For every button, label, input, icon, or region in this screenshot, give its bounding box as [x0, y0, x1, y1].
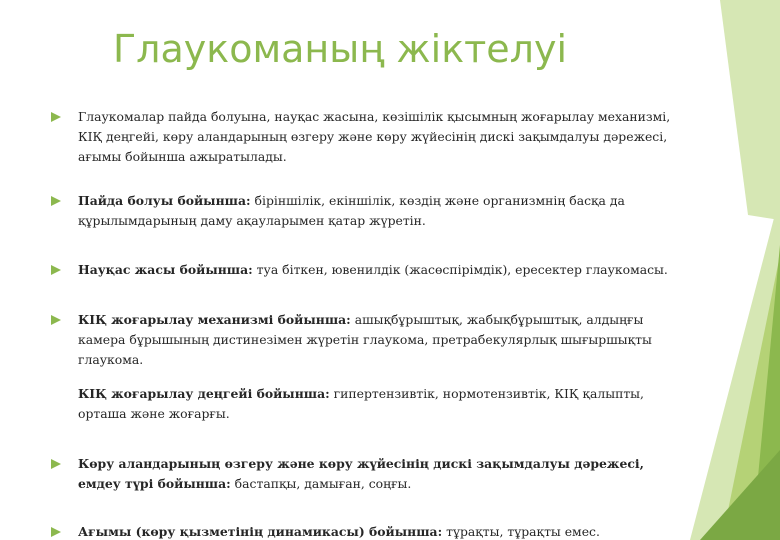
- triangle-bullet-icon: [51, 527, 61, 537]
- list-item: [78, 454, 678, 494]
- item-text: ашықбұрыштық, жабықбұрыштық, алдыңғы камера бұрышының дистинезімен жүретін глаукома, претрабекулярлық шығыршықты глаукома.: [78, 312, 652, 367]
- item-lead: Науқас жасы бойынша:: [78, 262, 253, 277]
- item-lead: Көру аландарының өзгеру және көру жүйесінің дискі зақымдалуы дәрежесі, емдеу түрі бойынша:: [78, 456, 644, 491]
- list-item: [78, 260, 678, 280]
- item-text: бастапқы, дамыған, соңғы.: [230, 476, 412, 491]
- sub-item-text: гипертензивтік, нормотензивтік, КІҚ қалыпты, орташа және жоғарғы.: [78, 386, 644, 421]
- list-item: [78, 191, 678, 231]
- item-text: тұрақты, тұрақты емес.: [442, 524, 600, 539]
- triangle-bullet-icon: [51, 112, 61, 122]
- item-lead: КІҚ жоғарылау механизмі бойынша:: [78, 312, 351, 327]
- triangle-bullet-icon: [51, 196, 61, 206]
- sub-item-lead: КІҚ жоғарылау деңгейі бойынша:: [78, 386, 330, 401]
- list-item: [78, 310, 678, 370]
- triangle-bullet-icon: [51, 315, 61, 325]
- list-item: [78, 522, 678, 540]
- item-text: Глаукомалар пайда болуына, науқас жасына, көзішілік қысымның жоғарылау механизмі, КІҚ деңгейі, көру аландарының өзгеру және көру жүйесінің дискі зақымдалуы дәрежесі, ағымы бойынша ажыратылады.: [78, 109, 671, 164]
- sub-item: [78, 384, 678, 424]
- item-lead: Ағымы (көру қызметінің динамикасы) бойынша:: [78, 524, 443, 539]
- item-text: туа біткен, ювенилдік (жасөспірімдік), ересектер глаукомасы.: [252, 262, 668, 277]
- triangle-bullet-icon: [51, 459, 61, 469]
- item-lead: Пайда болуы бойынша:: [78, 193, 251, 208]
- list-item: [78, 107, 678, 167]
- item-text: біріншілік, екіншілік, көздің және организмнің басқа да құрылымдарының даму ақауларымен қатар жүретін.: [78, 193, 625, 228]
- slide-title: Глаукоманың жіктелуі: [113, 27, 568, 71]
- triangle-bullet-icon: [51, 265, 61, 275]
